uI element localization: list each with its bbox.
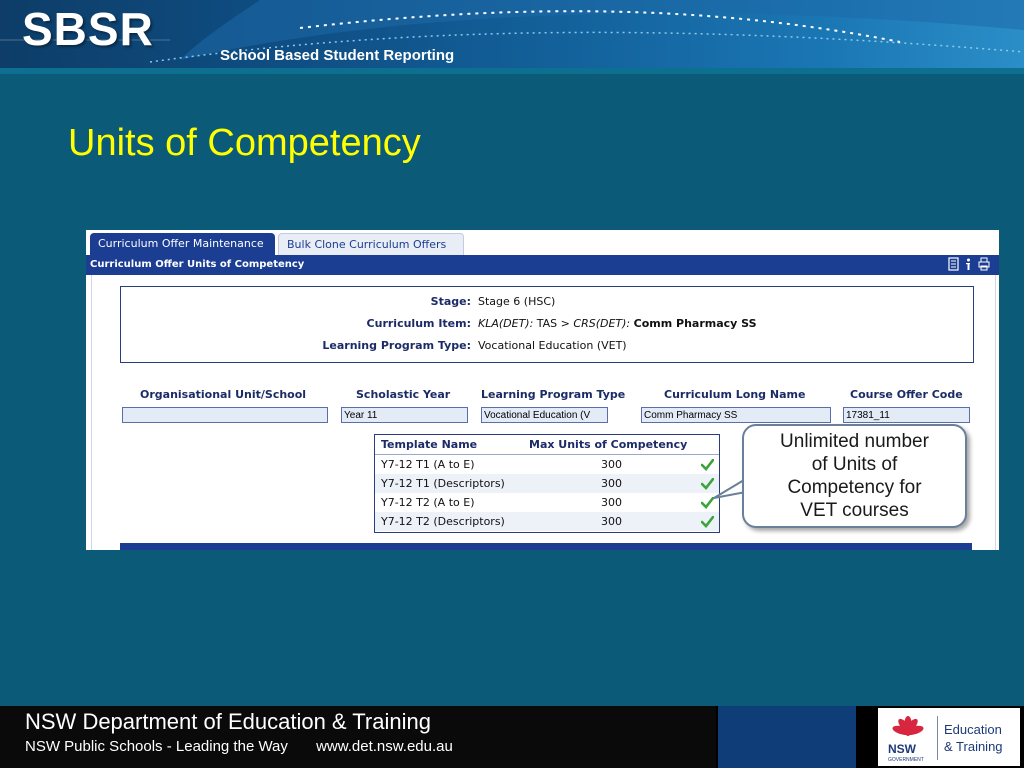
template-name: Y7-12 T1 (Descriptors): [381, 477, 505, 490]
table-row[interactable]: [375, 455, 719, 474]
template-name: Y7-12 T1 (A to E): [381, 458, 475, 471]
header-accent-bar: [0, 68, 1024, 74]
tab-curriculum-offer-maintenance[interactable]: Curriculum Offer Maintenance: [90, 233, 275, 255]
panel-toolbar: [948, 257, 989, 271]
document-icon[interactable]: [948, 257, 959, 271]
logo-government: GOVERNMENT: [888, 757, 924, 763]
org-unit-field[interactable]: [122, 407, 328, 423]
program-type-row: [121, 339, 973, 359]
crs-label: CRS(DET):: [573, 317, 631, 330]
learning-program-type-field[interactable]: Vocational Education (V: [481, 407, 608, 423]
curriculum-item-row: [121, 317, 973, 337]
callout-line-3: Competency for: [787, 477, 922, 498]
tab-bulk-clone-curriculum-offers[interactable]: Bulk Clone Curriculum Offers: [278, 233, 464, 255]
slide-header: [0, 0, 1024, 70]
kla-label: KLA(DET):: [478, 317, 534, 330]
max-units: 300: [601, 477, 622, 490]
curriculum-item-name: Comm Pharmacy SS: [633, 317, 757, 330]
info-icon[interactable]: [963, 257, 974, 271]
waratah-icon: [888, 712, 928, 742]
footer-accent-block: [718, 706, 856, 768]
max-units: 300: [601, 496, 622, 509]
header-scholastic-year: Scholastic Year: [356, 388, 451, 401]
template-name: Y7-12 T2 (A to E): [381, 496, 475, 509]
footer-text-block: [0, 706, 716, 768]
next-section-header-bar: [120, 543, 972, 550]
template-table-header: [375, 435, 719, 455]
header-course-offer-code: Course Offer Code: [850, 388, 963, 401]
curriculum-info-box: [120, 286, 974, 363]
logo-divider: [937, 716, 938, 760]
template-name-header: Template Name: [381, 438, 478, 451]
tab-bar: [86, 230, 999, 255]
slide-footer: [0, 706, 1024, 768]
header-subtitle: School Based Student Reporting: [220, 47, 455, 64]
footer-tagline: NSW Public Schools - Leading the Way: [25, 738, 288, 755]
table-row[interactable]: [375, 474, 719, 493]
table-row[interactable]: [375, 493, 719, 512]
max-units-header: Max Units of Competency: [529, 438, 688, 451]
max-units: 300: [601, 515, 622, 528]
callout-line-1: Unlimited number: [780, 431, 929, 452]
stage-row: [121, 295, 973, 315]
template-name: Y7-12 T2 (Descriptors): [381, 515, 505, 528]
curriculum-item-value: [478, 317, 757, 330]
check-icon: [701, 515, 714, 534]
header-org-unit: Organisational Unit/School: [140, 388, 307, 401]
header-learning-program-type: Learning Program Type: [481, 388, 626, 401]
tas-path: TAS >: [536, 317, 570, 330]
callout-bubble: [742, 424, 967, 528]
curriculum-item-label: Curriculum Item:: [366, 317, 471, 330]
footer-url: www.det.nsw.edu.au: [316, 738, 453, 755]
header-curriculum-long-name: Curriculum Long Name: [664, 388, 806, 401]
print-icon[interactable]: [978, 257, 989, 271]
stage-value: Stage 6 (HSC): [478, 295, 556, 308]
callout-line-4: VET courses: [800, 500, 909, 521]
slide-title: Units of Competency: [68, 122, 421, 164]
panel-title: Curriculum Offer Units of Competency: [90, 259, 305, 270]
program-type-label: Learning Program Type:: [322, 339, 471, 352]
nsw-education-logo: [878, 708, 1020, 766]
curriculum-long-name-field[interactable]: Comm Pharmacy SS: [641, 407, 831, 423]
logo-training: & Training: [944, 739, 1003, 754]
template-table: [374, 434, 720, 533]
course-offer-code-field[interactable]: 17381_11: [843, 407, 970, 423]
sbsr-logo: SBSR: [22, 3, 154, 55]
scholastic-year-field[interactable]: Year 11: [341, 407, 468, 423]
callout-line-2: of Units of: [811, 454, 898, 475]
footer-department: NSW Department of Education & Training: [25, 709, 431, 734]
panel-title-bar: [86, 255, 999, 275]
stage-label: Stage:: [430, 295, 471, 308]
program-type-value: Vocational Education (VET): [478, 339, 627, 352]
logo-education: Education: [944, 722, 1002, 737]
max-units: 300: [601, 458, 622, 471]
logo-nsw: NSW: [888, 742, 916, 756]
table-row[interactable]: [375, 512, 719, 531]
footer-tagline-row: [25, 738, 453, 755]
